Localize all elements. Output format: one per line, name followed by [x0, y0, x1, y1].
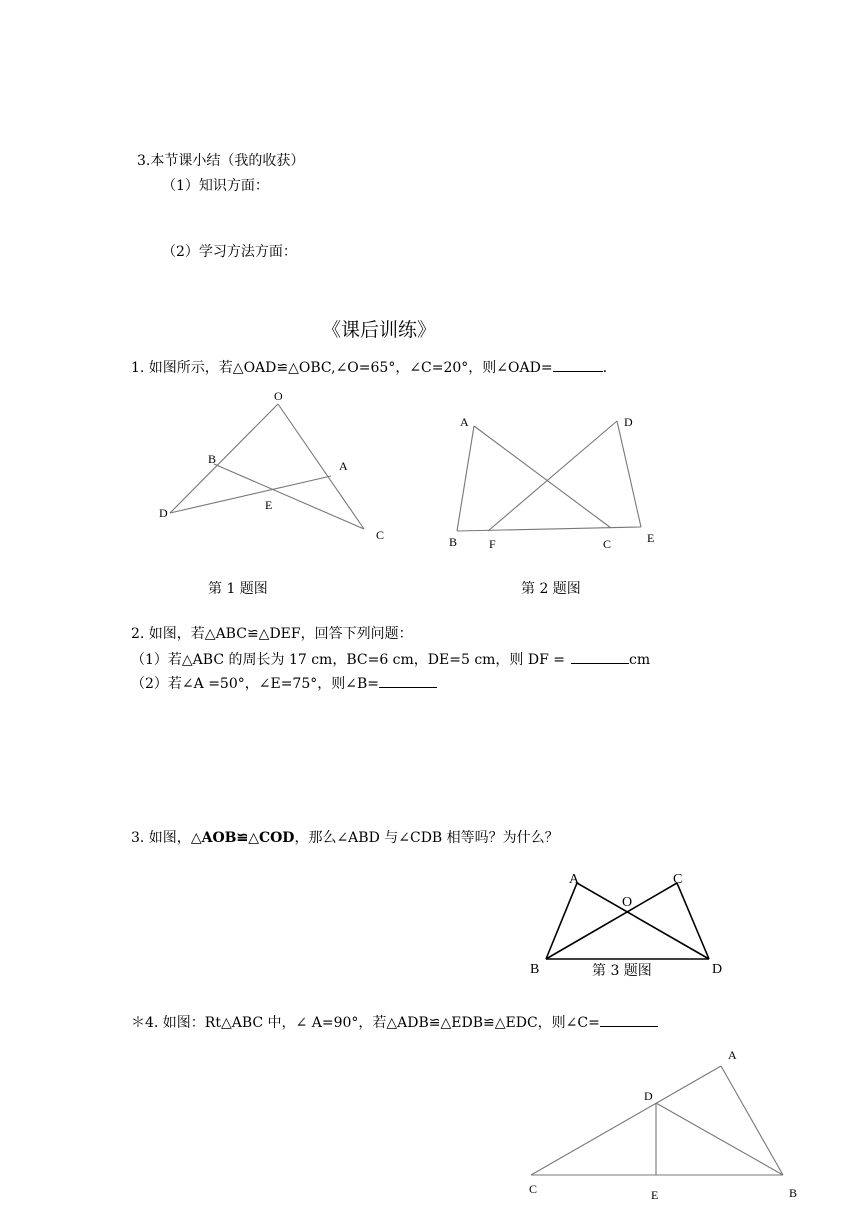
- fig1-label-O: O: [274, 389, 283, 403]
- figure-2-caption: 第 2 题图: [521, 581, 581, 597]
- fig2-label-B: B: [449, 535, 458, 549]
- summary-heading: 3.本节课小结（我的收获）: [137, 153, 305, 169]
- fig3-label-C: C: [673, 872, 683, 887]
- fig4-segment-DB: [656, 1103, 783, 1175]
- question-3-suffix: ，那么∠ABD 与∠CDB 相等吗？为什么？: [294, 830, 559, 846]
- fig4-segment-CA: [531, 1066, 721, 1175]
- fig1-label-D: D: [159, 506, 168, 520]
- fig1-label-A: A: [339, 459, 348, 473]
- fig1-label-C: C: [376, 528, 385, 542]
- fig3-label-O: O: [622, 895, 633, 910]
- question-2: 2. 如图，若△ABC≌△DEF，回答下列问题：: [131, 626, 413, 642]
- fig2-label-F: F: [489, 537, 496, 551]
- section-title: 《课后训练》: [322, 319, 437, 341]
- question-3-prefix: 3. 如图，: [131, 830, 191, 846]
- fig2-label-C: C: [603, 537, 612, 551]
- summary-knowledge-item: （1）知识方面：: [162, 178, 269, 194]
- question-1-end: .: [602, 360, 608, 376]
- fig4-label-D: D: [644, 1089, 653, 1103]
- question-3-congruence: △AOB≌△COD: [190, 830, 295, 846]
- question-1-text: 1. 如图所示，若△OAD≌△OBC,∠O=65°，∠C=20°，则∠OAD=: [131, 360, 553, 376]
- summary-method-item: （2）学习方法方面：: [162, 244, 297, 260]
- question-2-part-2-text: （2）若∠A =50°，∠E=75°，则∠B=: [131, 676, 379, 692]
- figure-1-caption: 第 1 题图: [208, 581, 268, 597]
- fig4-label-E: E: [651, 1188, 659, 1202]
- fig2-label-A: A: [460, 415, 469, 429]
- fig1-label-E: E: [265, 498, 273, 512]
- fig3-label-A: A: [569, 872, 580, 887]
- fig4-label-B: B: [789, 1186, 798, 1200]
- fig4-label-C: C: [529, 1182, 538, 1196]
- fig2-label-D: D: [624, 415, 633, 429]
- question-4-text: ＊4. 如图：Rt△ABC 中，∠ A=90°，若△ADB≌△EDB≌△EDC，则∠C=: [131, 1015, 600, 1031]
- fig3-label-B: B: [530, 962, 540, 977]
- question-2-part-1-unit: cm: [629, 652, 651, 668]
- fig3-label-D: D: [712, 962, 723, 977]
- fig1-label-B: B: [208, 452, 217, 466]
- fig4-label-A: A: [728, 1048, 737, 1062]
- fig2-label-E: E: [647, 531, 655, 545]
- question-2-part-1-text: （1）若△ABC 的周长为 17 cm，BC=6 cm，DE=5 cm，则 DF =: [131, 652, 566, 668]
- fig4-segment-AB: [721, 1066, 783, 1175]
- figure-3-caption: 第 3 题图: [592, 963, 652, 979]
